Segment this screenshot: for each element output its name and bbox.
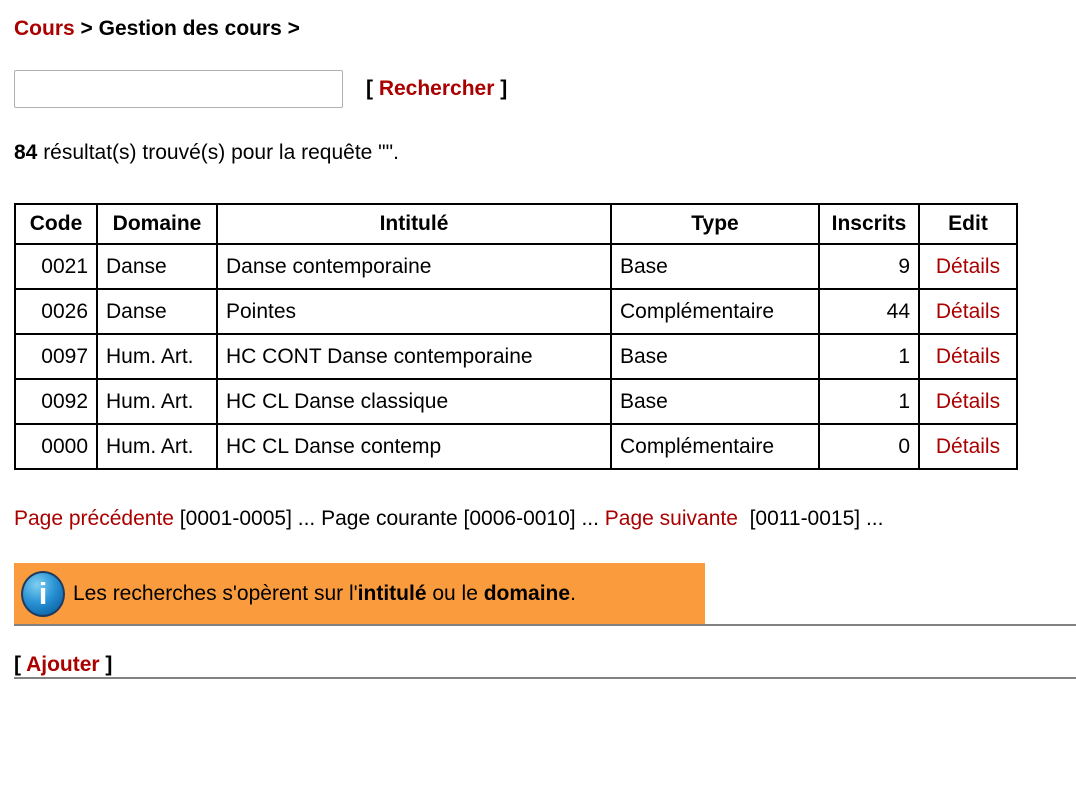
header-row xyxy=(15,204,1017,244)
bracket-close: ] xyxy=(494,77,508,100)
search-row xyxy=(14,70,1076,108)
breadcrumb-separator: > xyxy=(74,17,99,40)
cell-intitule: Pointes xyxy=(217,289,611,334)
divider-bottom xyxy=(14,677,1076,679)
cell-inscrits: 9 xyxy=(819,244,919,289)
col-header-type: Type xyxy=(611,204,819,244)
cell-code: 0097 xyxy=(15,334,97,379)
cell-inscrits: 1 xyxy=(819,334,919,379)
cell-inscrits: 1 xyxy=(819,379,919,424)
details-link[interactable]: Détails xyxy=(935,389,1001,413)
results-summary xyxy=(14,141,1076,165)
col-header-domaine: Domaine xyxy=(97,204,217,244)
cell-inscrits: 44 xyxy=(819,289,919,334)
search-input[interactable] xyxy=(14,70,343,108)
ajouter-button[interactable]: Ajouter xyxy=(26,653,100,676)
cell-domaine: Danse xyxy=(97,244,217,289)
cell-type: Complémentaire xyxy=(611,424,819,469)
cell-inscrits: 0 xyxy=(819,424,919,469)
cell-intitule: Danse contemporaine xyxy=(217,244,611,289)
details-link[interactable]: Détails xyxy=(935,434,1001,458)
bracket-open: [ xyxy=(14,653,27,676)
cell-intitule: HC CL Danse classique xyxy=(217,379,611,424)
cell-code: 0026 xyxy=(15,289,97,334)
cell-type: Base xyxy=(611,379,819,424)
cell-intitule: HC CL Danse contemp xyxy=(217,424,611,469)
info-text-3: . xyxy=(570,581,576,605)
info-bold-intitule: intitulé xyxy=(357,581,427,605)
table-row xyxy=(15,289,1017,334)
breadcrumb-separator-trailing: > xyxy=(281,17,300,40)
cell-type: Base xyxy=(611,244,819,289)
info-banner-text xyxy=(73,582,576,606)
page-precedente-link[interactable]: Page précédente xyxy=(14,507,174,530)
info-text-2: ou le xyxy=(426,581,484,605)
col-header-inscrits: Inscrits xyxy=(819,204,919,244)
pagination xyxy=(14,507,1076,531)
table-row xyxy=(15,244,1017,289)
info-icon xyxy=(21,571,65,617)
prev-range: [0001-0005] ... xyxy=(173,507,322,530)
table-row xyxy=(15,334,1017,379)
cell-domaine: Hum. Art. xyxy=(97,424,217,469)
page-courante-label: Page courante xyxy=(321,507,458,530)
cell-code: 0021 xyxy=(15,244,97,289)
footer-action xyxy=(14,653,1076,677)
cell-code: 0000 xyxy=(15,424,97,469)
page-suivante-link[interactable]: Page suivante xyxy=(604,507,738,530)
results-count: 84 xyxy=(14,141,38,164)
results-text: résultat(s) trouvé(s) pour la requête "". xyxy=(37,141,399,164)
table-row xyxy=(15,379,1017,424)
cell-domaine: Danse xyxy=(97,289,217,334)
cell-domaine: Hum. Art. xyxy=(97,379,217,424)
cell-type: Base xyxy=(611,334,819,379)
divider-top xyxy=(14,624,1076,626)
col-header-code: Code xyxy=(15,204,97,244)
info-text-1: Les recherches s'opèrent sur l' xyxy=(73,581,358,605)
table-header xyxy=(15,204,1017,244)
details-link[interactable]: Détails xyxy=(935,254,1001,278)
info-banner xyxy=(14,563,705,624)
bracket-open: [ xyxy=(366,77,379,100)
info-bold-domaine: domaine xyxy=(483,581,571,605)
info-icon-glyph: i xyxy=(38,576,48,611)
search-action xyxy=(366,77,507,101)
cell-code: 0092 xyxy=(15,379,97,424)
rechercher-button[interactable]: Rechercher xyxy=(378,77,495,100)
table-row xyxy=(15,424,1017,469)
breadcrumb xyxy=(14,16,1076,42)
next-range: [0011-0015] ... xyxy=(737,507,884,530)
col-header-edit: Edit xyxy=(919,204,1017,244)
breadcrumb-current: Gestion des cours xyxy=(98,17,282,40)
current-range: [0006-0010] ... xyxy=(457,507,605,530)
cell-intitule: HC CONT Danse contemporaine xyxy=(217,334,611,379)
details-link[interactable]: Détails xyxy=(935,299,1001,323)
col-header-intitule: Intitulé xyxy=(217,204,611,244)
breadcrumb-link-cours[interactable]: Cours xyxy=(14,17,75,40)
bracket-close: ] xyxy=(99,653,113,676)
details-link[interactable]: Détails xyxy=(935,344,1001,368)
cell-type: Complémentaire xyxy=(611,289,819,334)
cell-domaine: Hum. Art. xyxy=(97,334,217,379)
courses-table xyxy=(14,203,1018,470)
